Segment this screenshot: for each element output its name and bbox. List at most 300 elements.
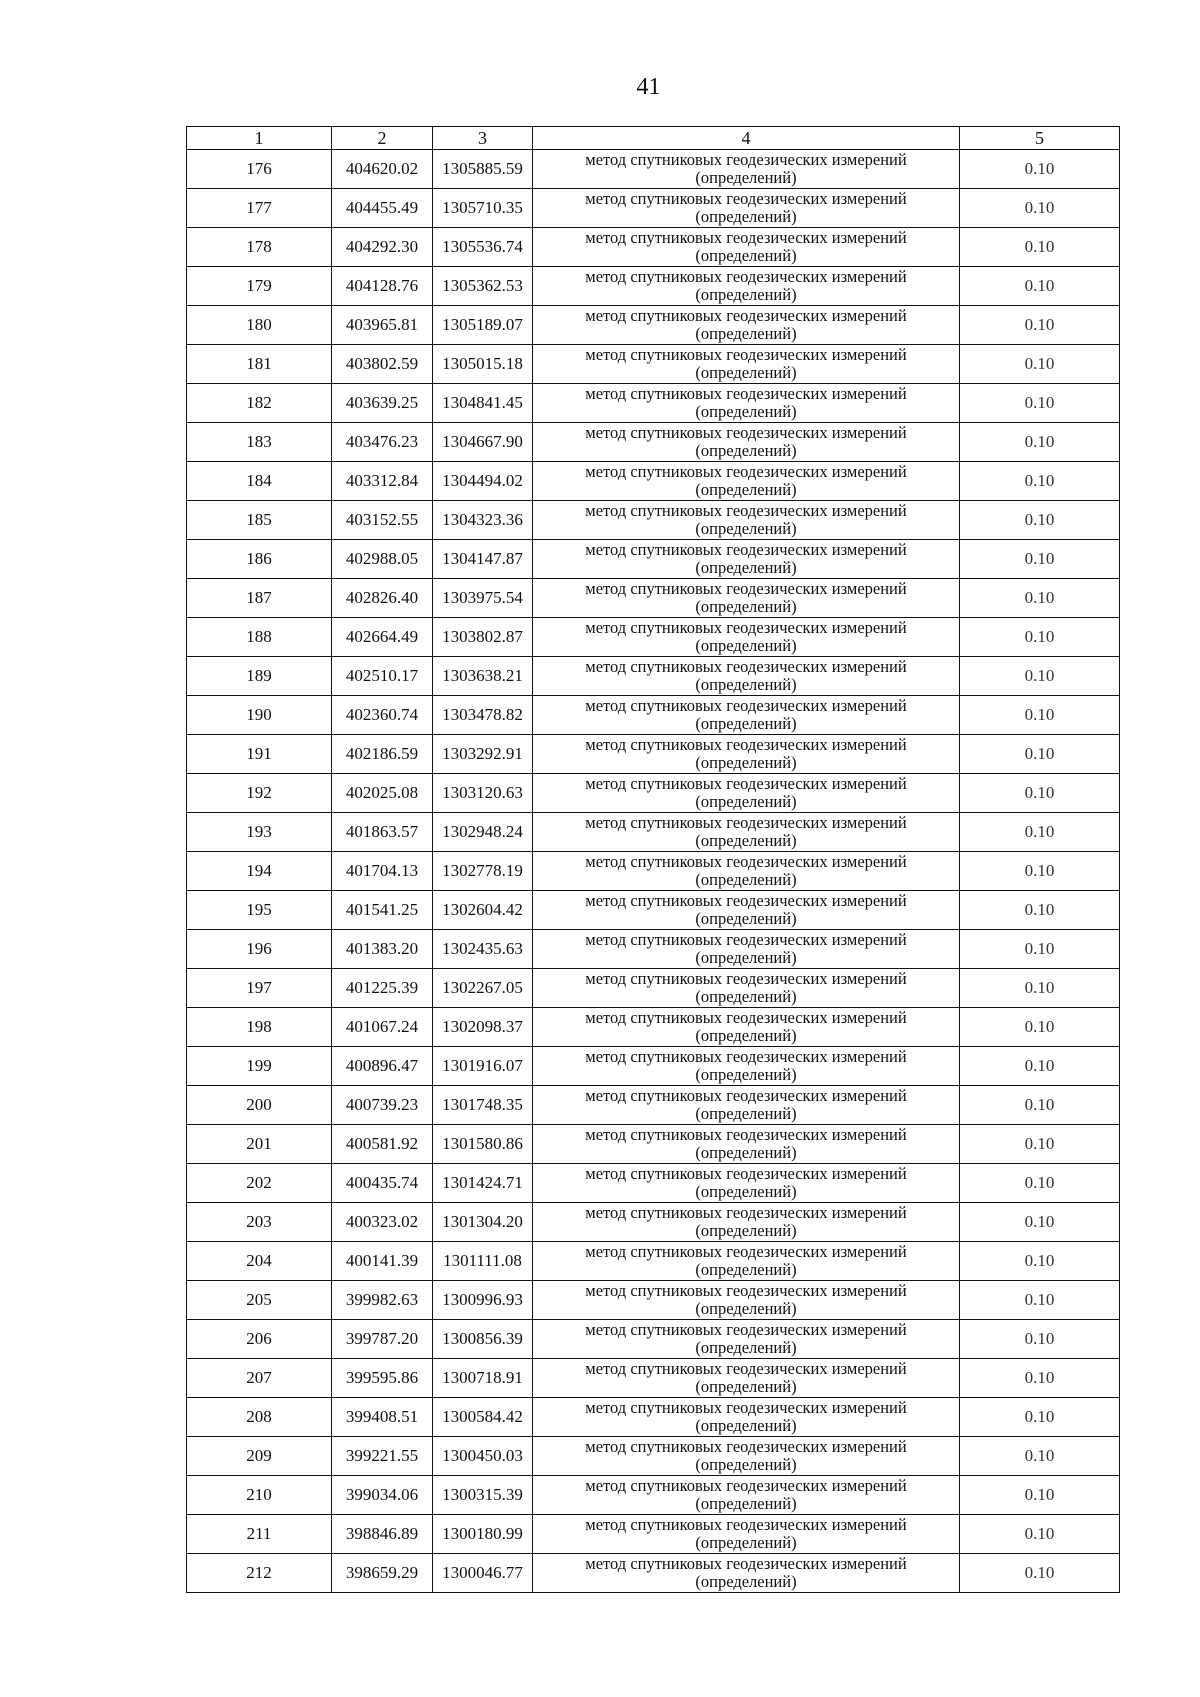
accuracy-value: 0.10	[960, 1359, 1120, 1398]
accuracy-value: 0.10	[960, 1242, 1120, 1281]
coord-x: 399982.63	[332, 1281, 433, 1320]
method-line-1: метод спутниковых геодезических измерений	[585, 540, 907, 559]
point-number: 200	[187, 1086, 332, 1125]
method-line-2: (определений)	[695, 636, 797, 655]
method-line-2: (определений)	[695, 558, 797, 577]
method-line-1: метод спутниковых геодезических измерений	[585, 1164, 907, 1183]
table-row	[187, 228, 1120, 267]
method-cell	[533, 189, 960, 228]
coord-y: 1301111.08	[433, 1242, 533, 1281]
method-cell	[533, 501, 960, 540]
method-line-2: (определений)	[695, 1455, 797, 1474]
method-line-2: (определений)	[695, 1494, 797, 1513]
point-number: 193	[187, 813, 332, 852]
table-row	[187, 1398, 1120, 1437]
table-row	[187, 1281, 1120, 1320]
method-line-2: (определений)	[695, 753, 797, 772]
coord-x: 403639.25	[332, 384, 433, 423]
method-cell	[533, 306, 960, 345]
point-number: 197	[187, 969, 332, 1008]
method-cell	[533, 969, 960, 1008]
accuracy-value: 0.10	[960, 774, 1120, 813]
coord-x: 402988.05	[332, 540, 433, 579]
accuracy-value: 0.10	[960, 150, 1120, 189]
method-cell	[533, 1320, 960, 1359]
table-row	[187, 1047, 1120, 1086]
accuracy-value: 0.10	[960, 423, 1120, 462]
coord-y: 1301748.35	[433, 1086, 533, 1125]
point-number: 191	[187, 735, 332, 774]
coord-x: 402664.49	[332, 618, 433, 657]
method-line-1: метод спутниковых геодезических измерений	[585, 891, 907, 910]
method-line-2: (определений)	[695, 1026, 797, 1045]
method-line-1: метод спутниковых геодезических измерений	[585, 813, 907, 832]
method-line-1: метод спутниковых геодезических измерений	[585, 852, 907, 871]
accuracy-value: 0.10	[960, 1398, 1120, 1437]
method-cell	[533, 540, 960, 579]
accuracy-value: 0.10	[960, 813, 1120, 852]
method-line-2: (определений)	[695, 1416, 797, 1435]
method-line-2: (определений)	[695, 246, 797, 265]
coord-y: 1303292.91	[433, 735, 533, 774]
coord-y: 1303478.82	[433, 696, 533, 735]
coord-y: 1302098.37	[433, 1008, 533, 1047]
method-line-1: метод спутниковых геодезических измерений	[585, 618, 907, 637]
coord-y: 1300856.39	[433, 1320, 533, 1359]
coord-x: 398846.89	[332, 1515, 433, 1554]
coord-x: 403965.81	[332, 306, 433, 345]
method-line-2: (определений)	[695, 987, 797, 1006]
method-line-2: (определений)	[695, 831, 797, 850]
accuracy-value: 0.10	[960, 1437, 1120, 1476]
coord-x: 404455.49	[332, 189, 433, 228]
method-line-2: (определений)	[695, 870, 797, 889]
method-line-2: (определений)	[695, 285, 797, 304]
header-row	[187, 127, 1120, 150]
table-row	[187, 735, 1120, 774]
coord-y: 1300718.91	[433, 1359, 533, 1398]
point-number: 208	[187, 1398, 332, 1437]
accuracy-value: 0.10	[960, 618, 1120, 657]
method-line-2: (определений)	[695, 1182, 797, 1201]
point-number: 212	[187, 1554, 332, 1593]
method-cell	[533, 852, 960, 891]
accuracy-value: 0.10	[960, 1554, 1120, 1593]
accuracy-value: 0.10	[960, 1515, 1120, 1554]
accuracy-value: 0.10	[960, 501, 1120, 540]
coord-y: 1300996.93	[433, 1281, 533, 1320]
method-line-1: метод спутниковых геодезических измерений	[585, 1398, 907, 1417]
method-line-1: метод спутниковых геодезических измерений	[585, 1047, 907, 1066]
coordinates-table	[186, 126, 1120, 1593]
point-number: 184	[187, 462, 332, 501]
table-row	[187, 579, 1120, 618]
coord-y: 1300046.77	[433, 1554, 533, 1593]
table-row	[187, 1554, 1120, 1593]
coord-y: 1305015.18	[433, 345, 533, 384]
method-line-1: метод спутниковых геодезических измерений	[585, 1125, 907, 1144]
method-line-2: (определений)	[695, 948, 797, 967]
method-line-1: метод спутниковых геодезических измерений	[585, 1515, 907, 1534]
method-line-2: (определений)	[695, 363, 797, 382]
coord-y: 1304667.90	[433, 423, 533, 462]
point-number: 181	[187, 345, 332, 384]
method-cell	[533, 774, 960, 813]
table-row	[187, 306, 1120, 345]
method-line-2: (определений)	[695, 1299, 797, 1318]
accuracy-value: 0.10	[960, 540, 1120, 579]
method-line-1: метод спутниковых геодезических измерений	[585, 1476, 907, 1495]
table-row	[187, 540, 1120, 579]
point-number: 190	[187, 696, 332, 735]
coord-x: 400323.02	[332, 1203, 433, 1242]
method-line-2: (определений)	[695, 1377, 797, 1396]
point-number: 188	[187, 618, 332, 657]
method-line-2: (определений)	[695, 324, 797, 343]
method-cell	[533, 579, 960, 618]
accuracy-value: 0.10	[960, 1047, 1120, 1086]
table-row	[187, 345, 1120, 384]
method-line-1: метод спутниковых геодезических измерений	[585, 1359, 907, 1378]
coord-x: 399221.55	[332, 1437, 433, 1476]
method-cell	[533, 1281, 960, 1320]
coord-y: 1301580.86	[433, 1125, 533, 1164]
coord-y: 1300315.39	[433, 1476, 533, 1515]
table-row	[187, 969, 1120, 1008]
coord-y: 1303638.21	[433, 657, 533, 696]
method-line-1: метод спутниковых геодезических измерений	[585, 930, 907, 949]
method-line-1: метод спутниковых геодезических измерений	[585, 969, 907, 988]
coord-y: 1301916.07	[433, 1047, 533, 1086]
point-number: 178	[187, 228, 332, 267]
table-row	[187, 423, 1120, 462]
method-cell	[533, 423, 960, 462]
coord-x: 402826.40	[332, 579, 433, 618]
method-cell	[533, 891, 960, 930]
coord-y: 1305189.07	[433, 306, 533, 345]
accuracy-value: 0.10	[960, 735, 1120, 774]
coord-x: 401067.24	[332, 1008, 433, 1047]
point-number: 198	[187, 1008, 332, 1047]
accuracy-value: 0.10	[960, 891, 1120, 930]
table-row	[187, 1125, 1120, 1164]
method-line-2: (определений)	[695, 1338, 797, 1357]
coord-y: 1305536.74	[433, 228, 533, 267]
method-cell	[533, 696, 960, 735]
method-cell	[533, 1359, 960, 1398]
method-line-2: (определений)	[695, 207, 797, 226]
coord-x: 398659.29	[332, 1554, 433, 1593]
coord-x: 399408.51	[332, 1398, 433, 1437]
coord-x: 404620.02	[332, 150, 433, 189]
coord-x: 403152.55	[332, 501, 433, 540]
point-number: 187	[187, 579, 332, 618]
method-line-1: метод спутниковых геодезических измерений	[585, 189, 907, 208]
point-number: 182	[187, 384, 332, 423]
coord-x: 401863.57	[332, 813, 433, 852]
method-cell	[533, 1086, 960, 1125]
point-number: 203	[187, 1203, 332, 1242]
page-number: 41	[636, 74, 661, 100]
coord-x: 401541.25	[332, 891, 433, 930]
table-row	[187, 1086, 1120, 1125]
accuracy-value: 0.10	[960, 267, 1120, 306]
coord-y: 1302267.05	[433, 969, 533, 1008]
method-cell	[533, 1164, 960, 1203]
col-header-3: 3	[433, 127, 533, 150]
coord-x: 403802.59	[332, 345, 433, 384]
point-number: 206	[187, 1320, 332, 1359]
coord-y: 1303975.54	[433, 579, 533, 618]
coord-x: 400141.39	[332, 1242, 433, 1281]
method-line-1: метод спутниковых геодезических измерений	[585, 657, 907, 676]
method-line-1: метод спутниковых геодезических измерений	[585, 384, 907, 403]
coord-y: 1302604.42	[433, 891, 533, 930]
method-cell	[533, 657, 960, 696]
point-number: 186	[187, 540, 332, 579]
point-number: 202	[187, 1164, 332, 1203]
method-cell	[533, 1047, 960, 1086]
coord-x: 399595.86	[332, 1359, 433, 1398]
table-row	[187, 267, 1120, 306]
coord-y: 1300180.99	[433, 1515, 533, 1554]
method-line-1: метод спутниковых геодезических измерений	[585, 345, 907, 364]
table-row	[187, 930, 1120, 969]
method-line-1: метод спутниковых геодезических измерений	[585, 1242, 907, 1261]
table-body	[187, 150, 1120, 1593]
method-line-2: (определений)	[695, 1143, 797, 1162]
method-cell	[533, 345, 960, 384]
method-line-2: (определений)	[695, 1533, 797, 1552]
method-line-1: метод спутниковых геодезических измерений	[585, 1437, 907, 1456]
coord-x: 403312.84	[332, 462, 433, 501]
point-number: 179	[187, 267, 332, 306]
method-line-2: (определений)	[695, 1065, 797, 1084]
accuracy-value: 0.10	[960, 1203, 1120, 1242]
coord-y: 1305885.59	[433, 150, 533, 189]
point-number: 189	[187, 657, 332, 696]
accuracy-value: 0.10	[960, 852, 1120, 891]
table-row	[187, 1476, 1120, 1515]
point-number: 183	[187, 423, 332, 462]
table-row	[187, 618, 1120, 657]
method-line-1: метод спутниковых геодезических измерений	[585, 267, 907, 286]
col-header-5: 5	[960, 127, 1120, 150]
coord-x: 399787.20	[332, 1320, 433, 1359]
coord-x: 402186.59	[332, 735, 433, 774]
method-cell	[533, 267, 960, 306]
method-line-1: метод спутниковых геодезических измерений	[585, 579, 907, 598]
coord-y: 1305710.35	[433, 189, 533, 228]
coord-x: 400896.47	[332, 1047, 433, 1086]
coord-x: 404292.30	[332, 228, 433, 267]
method-line-2: (определений)	[695, 792, 797, 811]
point-number: 180	[187, 306, 332, 345]
method-line-2: (определений)	[695, 597, 797, 616]
coord-x: 404128.76	[332, 267, 433, 306]
accuracy-value: 0.10	[960, 1476, 1120, 1515]
method-line-1: метод спутниковых геодезических измерений	[585, 150, 907, 169]
method-line-1: метод спутниковых геодезических измерений	[585, 1554, 907, 1573]
table-row	[187, 657, 1120, 696]
table-row	[187, 1008, 1120, 1047]
method-line-1: метод спутниковых геодезических измерений	[585, 1203, 907, 1222]
point-number: 194	[187, 852, 332, 891]
method-line-1: метод спутниковых геодезических измерений	[585, 735, 907, 754]
point-number: 199	[187, 1047, 332, 1086]
col-header-4: 4	[533, 127, 960, 150]
table-row	[187, 1515, 1120, 1554]
col-header-2: 2	[332, 127, 433, 150]
table-row	[187, 1320, 1120, 1359]
accuracy-value: 0.10	[960, 462, 1120, 501]
coord-x: 402360.74	[332, 696, 433, 735]
coord-y: 1304147.87	[433, 540, 533, 579]
method-cell	[533, 1242, 960, 1281]
method-cell	[533, 150, 960, 189]
coord-x: 399034.06	[332, 1476, 433, 1515]
point-number: 195	[187, 891, 332, 930]
accuracy-value: 0.10	[960, 1086, 1120, 1125]
table-row	[187, 813, 1120, 852]
accuracy-value: 0.10	[960, 657, 1120, 696]
accuracy-value: 0.10	[960, 1125, 1120, 1164]
point-number: 176	[187, 150, 332, 189]
accuracy-value: 0.10	[960, 1164, 1120, 1203]
method-line-2: (определений)	[695, 675, 797, 694]
table-row	[187, 1437, 1120, 1476]
accuracy-value: 0.10	[960, 1008, 1120, 1047]
coord-x: 402025.08	[332, 774, 433, 813]
accuracy-value: 0.10	[960, 228, 1120, 267]
method-line-2: (определений)	[695, 1221, 797, 1240]
coord-x: 401225.39	[332, 969, 433, 1008]
coord-y: 1302435.63	[433, 930, 533, 969]
method-cell	[533, 1476, 960, 1515]
coord-y: 1304494.02	[433, 462, 533, 501]
accuracy-value: 0.10	[960, 696, 1120, 735]
method-line-1: метод спутниковых геодезических измерений	[585, 423, 907, 442]
method-line-1: метод спутниковых геодезических измерений	[585, 228, 907, 247]
method-cell	[533, 1398, 960, 1437]
method-cell	[533, 1437, 960, 1476]
method-cell	[533, 462, 960, 501]
point-number: 177	[187, 189, 332, 228]
method-line-1: метод спутниковых геодезических измерений	[585, 1320, 907, 1339]
method-cell	[533, 930, 960, 969]
point-number: 185	[187, 501, 332, 540]
accuracy-value: 0.10	[960, 306, 1120, 345]
coord-x: 403476.23	[332, 423, 433, 462]
accuracy-value: 0.10	[960, 1320, 1120, 1359]
point-number: 207	[187, 1359, 332, 1398]
method-line-1: метод спутниковых геодезических измерений	[585, 306, 907, 325]
method-cell	[533, 1125, 960, 1164]
coord-y: 1301304.20	[433, 1203, 533, 1242]
point-number: 192	[187, 774, 332, 813]
method-line-2: (определений)	[695, 480, 797, 499]
coord-y: 1304841.45	[433, 384, 533, 423]
method-line-2: (определений)	[695, 519, 797, 538]
accuracy-value: 0.10	[960, 189, 1120, 228]
table-row	[187, 189, 1120, 228]
method-line-1: метод спутниковых геодезических измерений	[585, 774, 907, 793]
point-number: 196	[187, 930, 332, 969]
table-row	[187, 696, 1120, 735]
table-row	[187, 774, 1120, 813]
method-line-1: метод спутниковых геодезических измерений	[585, 462, 907, 481]
table-row	[187, 1359, 1120, 1398]
method-cell	[533, 1008, 960, 1047]
method-cell	[533, 228, 960, 267]
method-cell	[533, 813, 960, 852]
coord-x: 402510.17	[332, 657, 433, 696]
coord-y: 1303120.63	[433, 774, 533, 813]
coord-y: 1303802.87	[433, 618, 533, 657]
method-line-2: (определений)	[695, 168, 797, 187]
table-row	[187, 501, 1120, 540]
method-line-1: метод спутниковых геодезических измерений	[585, 1281, 907, 1300]
table-row	[187, 1242, 1120, 1281]
coord-y: 1300450.03	[433, 1437, 533, 1476]
point-number: 205	[187, 1281, 332, 1320]
accuracy-value: 0.10	[960, 969, 1120, 1008]
point-number: 209	[187, 1437, 332, 1476]
coord-y: 1300584.42	[433, 1398, 533, 1437]
coord-x: 400435.74	[332, 1164, 433, 1203]
method-line-1: метод спутниковых геодезических измерений	[585, 1008, 907, 1027]
point-number: 211	[187, 1515, 332, 1554]
method-cell	[533, 1515, 960, 1554]
coord-y: 1301424.71	[433, 1164, 533, 1203]
coord-x: 401704.13	[332, 852, 433, 891]
method-line-1: метод спутниковых геодезических измерений	[585, 1086, 907, 1105]
table-row	[187, 891, 1120, 930]
coord-y: 1304323.36	[433, 501, 533, 540]
col-header-1: 1	[187, 127, 332, 150]
accuracy-value: 0.10	[960, 1281, 1120, 1320]
point-number: 204	[187, 1242, 332, 1281]
coord-y: 1302948.24	[433, 813, 533, 852]
method-line-2: (определений)	[695, 1260, 797, 1279]
accuracy-value: 0.10	[960, 579, 1120, 618]
table-row	[187, 1164, 1120, 1203]
coord-y: 1302778.19	[433, 852, 533, 891]
accuracy-value: 0.10	[960, 384, 1120, 423]
method-cell	[533, 1203, 960, 1242]
method-line-2: (определений)	[695, 909, 797, 928]
coord-x: 400581.92	[332, 1125, 433, 1164]
point-number: 210	[187, 1476, 332, 1515]
point-number: 201	[187, 1125, 332, 1164]
method-line-2: (определений)	[695, 1572, 797, 1591]
table-row	[187, 384, 1120, 423]
method-cell	[533, 735, 960, 774]
method-line-2: (определений)	[695, 402, 797, 421]
accuracy-value: 0.10	[960, 345, 1120, 384]
method-line-2: (определений)	[695, 1104, 797, 1123]
method-cell	[533, 384, 960, 423]
coord-y: 1305362.53	[433, 267, 533, 306]
accuracy-value: 0.10	[960, 930, 1120, 969]
method-line-2: (определений)	[695, 441, 797, 460]
table-row	[187, 462, 1120, 501]
table-row	[187, 150, 1120, 189]
coord-x: 400739.23	[332, 1086, 433, 1125]
coord-x: 401383.20	[332, 930, 433, 969]
method-line-1: метод спутниковых геодезических измерений	[585, 696, 907, 715]
method-line-1: метод спутниковых геодезических измерений	[585, 501, 907, 520]
